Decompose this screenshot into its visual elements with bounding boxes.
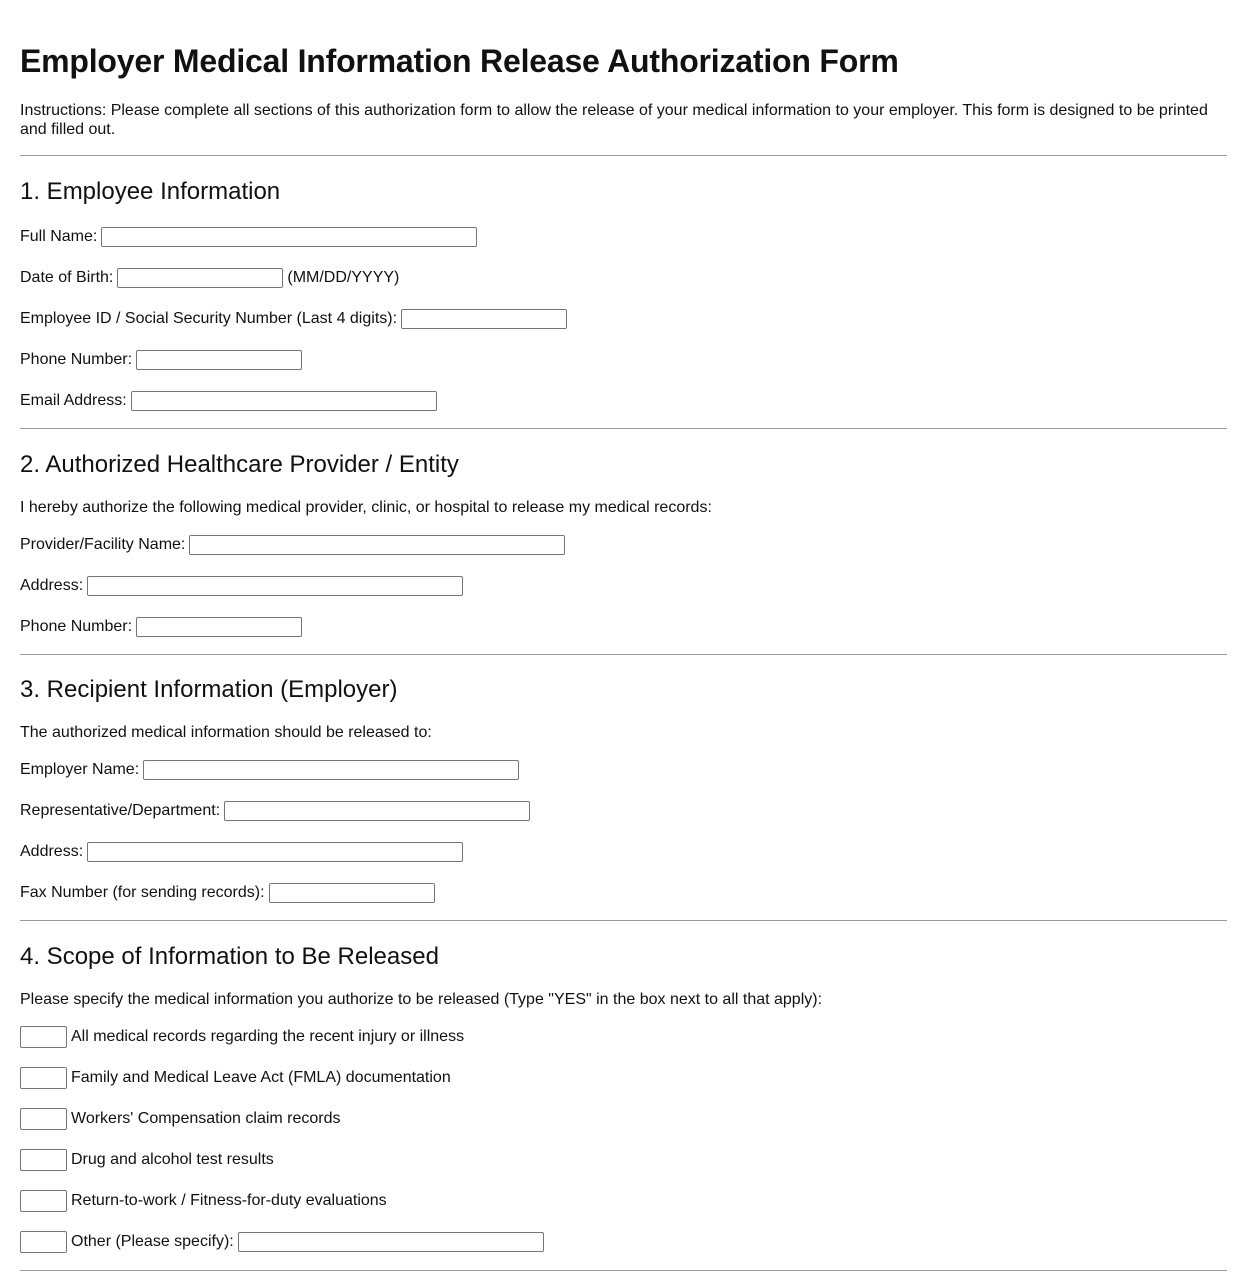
email-label: Email Address: bbox=[20, 392, 127, 409]
employer-name-input[interactable] bbox=[143, 760, 519, 780]
scope-option-input[interactable] bbox=[20, 1108, 67, 1130]
dob-input[interactable] bbox=[117, 268, 283, 288]
employee-id-row bbox=[20, 308, 567, 330]
employer-address-label: Address: bbox=[20, 843, 84, 860]
section-3-heading: 3. Recipient Information (Employer) bbox=[20, 676, 398, 703]
scope-option-other-input[interactable] bbox=[20, 1231, 67, 1253]
section-3-intro: The authorized medical information should be released to: bbox=[20, 724, 432, 741]
email-input[interactable] bbox=[131, 391, 437, 411]
representative-input[interactable] bbox=[224, 801, 530, 821]
provider-input[interactable] bbox=[189, 535, 565, 555]
scope-option-input[interactable] bbox=[20, 1067, 67, 1089]
instructions-text: Instructions: Please complete all sections of this authorization form to allow the release of your medical information to your employer. This form is designed to be printed and filled out. bbox=[20, 102, 1208, 138]
employee-phone-label: Phone Number: bbox=[20, 351, 133, 368]
scope-option-label: Family and Medical Leave Act (FMLA) documentation bbox=[71, 1069, 451, 1086]
scope-option-label: Drug and alcohol test results bbox=[71, 1151, 274, 1168]
dob-row bbox=[20, 267, 399, 289]
scope-option-label: All medical records regarding the recent injury or illness bbox=[71, 1028, 465, 1045]
email-row bbox=[20, 390, 437, 412]
provider-label: Provider/Facility Name: bbox=[20, 536, 186, 553]
scope-option-row bbox=[20, 1190, 387, 1212]
fax-label: Fax Number (for sending records): bbox=[20, 884, 265, 901]
provider-address-row bbox=[20, 575, 463, 597]
scope-option-row bbox=[20, 1149, 274, 1171]
full-name-label: Full Name: bbox=[20, 228, 98, 245]
employer-address-input[interactable] bbox=[87, 842, 463, 862]
section-4-intro: Please specify the medical information you authorize to be released (Type "YES" in the box next to all that apply): bbox=[20, 991, 823, 1008]
provider-row bbox=[20, 534, 565, 556]
other-specify-input[interactable] bbox=[238, 1232, 544, 1252]
scope-option-row bbox=[20, 1026, 464, 1048]
provider-phone-row bbox=[20, 616, 302, 638]
provider-address-input[interactable] bbox=[87, 576, 463, 596]
representative-row bbox=[20, 800, 530, 822]
section-4-heading: 4. Scope of Information to Be Released bbox=[20, 943, 439, 970]
employer-name-label: Employer Name: bbox=[20, 761, 140, 778]
employee-id-label: Employee ID / Social Security Number (Last 4 digits): bbox=[20, 310, 398, 327]
provider-phone-label: Phone Number: bbox=[20, 618, 133, 635]
scope-option-label: Other (Please specify): bbox=[71, 1233, 234, 1250]
fax-input[interactable] bbox=[269, 883, 435, 903]
employee-phone-row bbox=[20, 349, 302, 371]
divider bbox=[20, 1270, 1227, 1271]
scope-option-row-other bbox=[20, 1231, 544, 1253]
divider bbox=[20, 920, 1227, 921]
divider bbox=[20, 654, 1227, 655]
employee-id-input[interactable] bbox=[401, 309, 567, 329]
section-2-intro: I hereby authorize the following medical provider, clinic, or hospital to release my medical records: bbox=[20, 499, 712, 516]
scope-option-row bbox=[20, 1108, 341, 1130]
section-2-heading: 2. Authorized Healthcare Provider / Entity bbox=[20, 451, 459, 478]
employer-name-row bbox=[20, 759, 519, 781]
representative-label: Representative/Department: bbox=[20, 802, 221, 819]
provider-address-label: Address: bbox=[20, 577, 84, 594]
scope-option-label: Workers' Compensation claim records bbox=[71, 1110, 341, 1127]
divider bbox=[20, 155, 1227, 156]
employer-address-row bbox=[20, 841, 463, 863]
scope-option-label: Return-to-work / Fitness-for-duty evaluations bbox=[71, 1192, 387, 1209]
fax-row bbox=[20, 882, 435, 904]
scope-option-input[interactable] bbox=[20, 1149, 67, 1171]
scope-option-row bbox=[20, 1067, 451, 1089]
divider bbox=[20, 428, 1227, 429]
scope-option-input[interactable] bbox=[20, 1190, 67, 1212]
provider-phone-input[interactable] bbox=[136, 617, 302, 637]
page-title: Employer Medical Information Release Authorization Form bbox=[20, 43, 899, 79]
full-name-row bbox=[20, 226, 477, 248]
dob-hint: (MM/DD/YYYY) bbox=[287, 269, 400, 286]
full-name-input[interactable] bbox=[101, 227, 477, 247]
dob-label: Date of Birth: bbox=[20, 269, 114, 286]
scope-option-input[interactable] bbox=[20, 1026, 67, 1048]
employee-phone-input[interactable] bbox=[136, 350, 302, 370]
section-1-heading: 1. Employee Information bbox=[20, 178, 281, 205]
